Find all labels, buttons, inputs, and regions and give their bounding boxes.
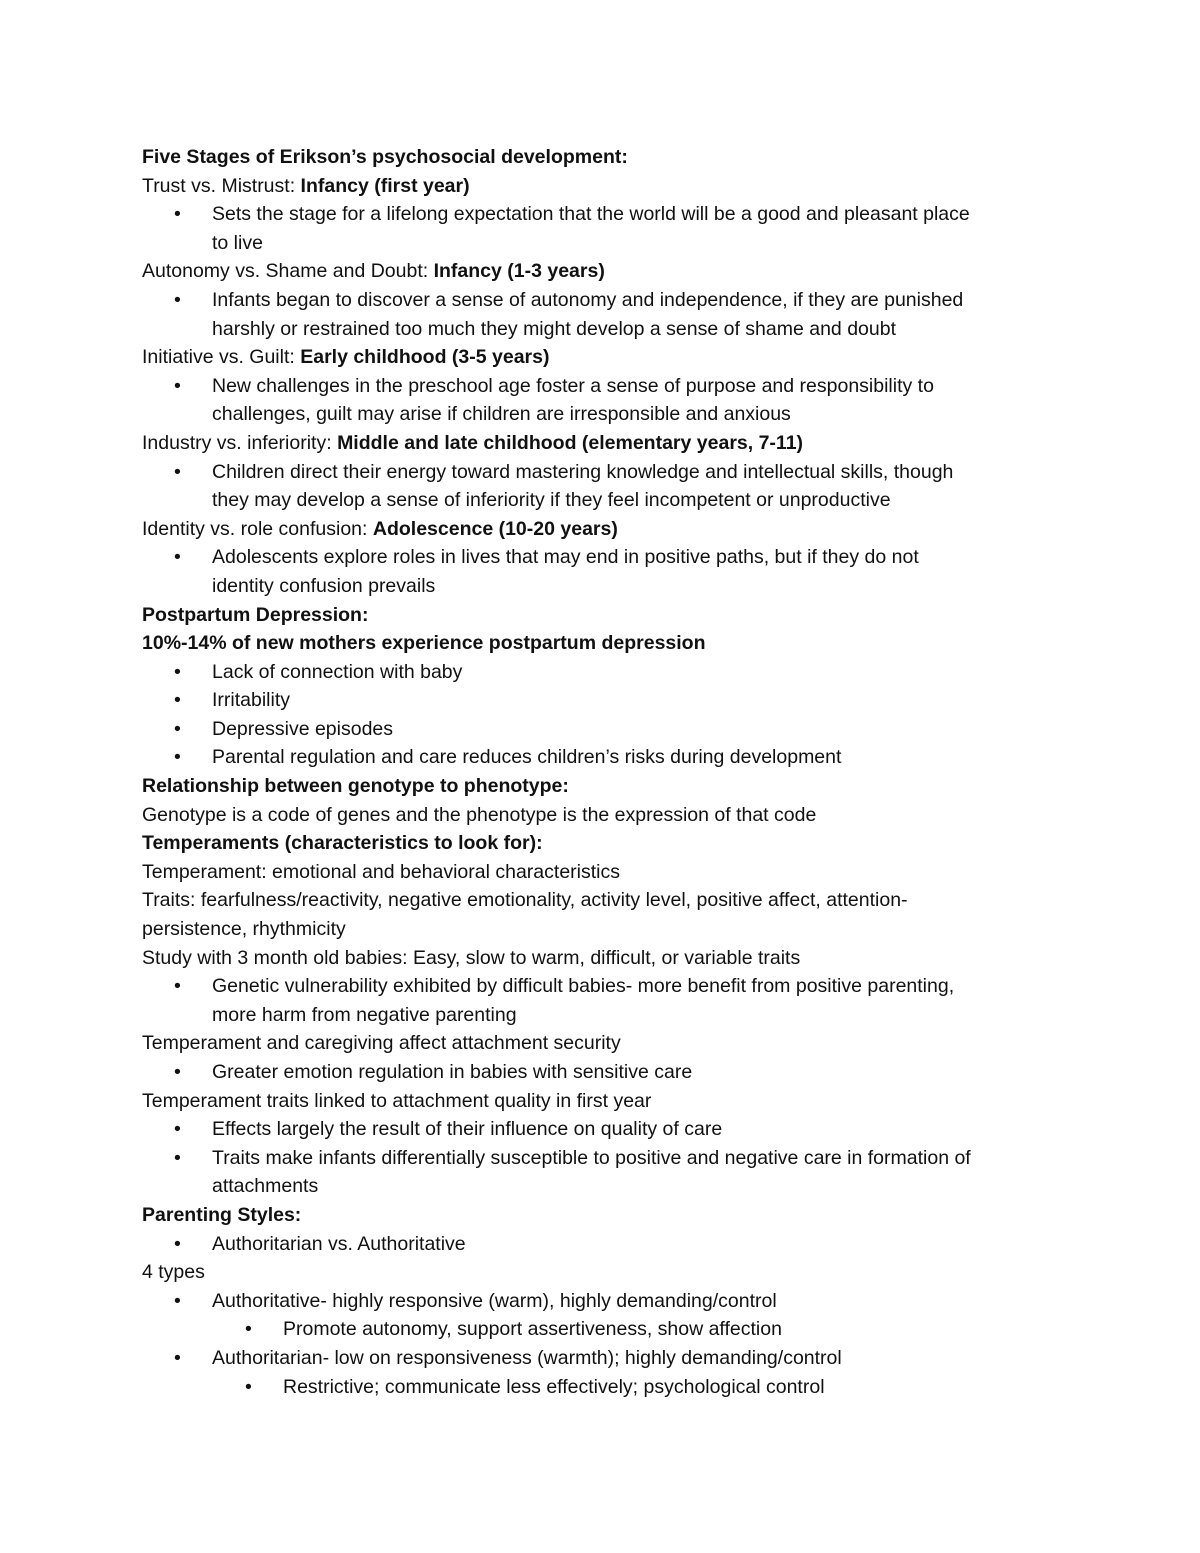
stage-name: Identity vs. role confusion: [142,517,373,540]
list-item [142,372,1102,401]
list-item [142,743,1102,772]
parenting-heading: Parenting Styles: [142,1203,302,1226]
erikson-heading: Five Stages of Erikson’s psychosocial development: [142,146,628,168]
temperament-caregiving: Temperament and caregiving affect attachment security [142,1032,621,1055]
bullet-icon: • [174,660,181,683]
bullet-icon: • [174,1146,181,1169]
bullet-icon: • [174,1289,181,1312]
temperament-traits: Traits: fearfulness/reactivity, negative emotionality, activity level, positive affect, attention- [142,889,908,912]
list-item [142,1115,1102,1144]
bullet-text: Lack of connection with baby [212,660,463,683]
bullet-text: Children direct their energy toward mastering knowledge and intellectual skills, though [212,460,954,483]
temperament-definition: Temperament: emotional and behavioral characteristics [142,860,620,883]
stage-line [142,257,1102,286]
parenting-types-label: 4 types [142,1261,205,1284]
stage-line [142,343,1102,372]
bullet-text: Traits make infants differentially susceptible to positive and negative care in formation of [212,1146,971,1169]
bullet-text: Promote autonomy, support assertiveness, show affection [283,1318,782,1341]
bullet-icon: • [174,1061,181,1083]
bullet-icon: • [174,203,181,226]
list-item-continuation: identity confusion prevails [212,574,436,597]
stage-age: Middle and late childhood (elementary years, 7-11) [337,431,804,454]
bullet-icon: • [174,288,181,311]
list-item-continuation: more harm from negative parenting [212,1003,517,1026]
bullet-text: Restrictive; communicate less effectively; psychological control [283,1375,825,1398]
stage-name: Autonomy vs. Shame and Doubt: [142,260,434,283]
stage-name: Initiative vs. Guilt: [142,346,301,369]
document-page [142,143,1102,1401]
list-item [142,286,1102,315]
list-item-continuation: to live [212,231,263,254]
bullet-text: Infants began to discover a sense of autonomy and independence, if they are punished [212,288,964,311]
bullet-text: Irritability [212,689,291,712]
bullet-icon: • [174,1118,181,1141]
list-item [142,686,1102,715]
genotype-heading: Relationship between genotype to phenotype: [142,775,569,798]
stage-age: Infancy (1-3 years) [433,260,605,283]
bullet-text: Parental regulation and care reduces children’s risks during development [212,746,842,769]
bullet-icon: • [245,1375,252,1398]
stage-age: Early childhood (3-5 years) [300,346,550,369]
list-item-continuation: attachments [212,1175,319,1198]
bullet-text: Sets the stage for a lifelong expectation that the world will be a good and pleasant place [212,203,970,226]
list-item-continuation: challenges, guilt may arise if children are irresponsible and anxious [212,403,791,426]
bullet-text: Greater emotion regulation in babies with sensitive care [212,1061,693,1083]
list-item-continuation: harshly or restrained too much they might develop a sense of shame and doubt [212,317,896,340]
bullet-icon: • [174,746,181,769]
postpartum-heading: Postpartum Depression: [142,603,369,626]
temperament-linked: Temperament traits linked to attachment quality in first year [142,1089,652,1112]
bullet-icon: • [174,546,181,569]
bullet-text: Authoritarian vs. Authoritative [212,1232,466,1255]
stage-line [142,515,1102,544]
bullet-text: Depressive episodes [212,717,394,740]
bullet-text: Genetic vulnerability exhibited by difficult babies- more benefit from positive parenting, [212,975,955,998]
bullet-icon: • [174,374,181,397]
bullet-icon: • [174,975,181,998]
bullet-icon: • [174,717,181,740]
stage-line [142,429,1102,458]
list-item [142,1058,1102,1087]
bullet-text: Adolescents explore roles in lives that may end in positive paths, but if they do not [212,546,919,569]
list-item [142,1144,1102,1173]
list-item [142,543,1102,572]
temperaments-heading: Temperaments (characteristics to look for): [142,832,543,855]
sub-list-item [142,1315,1102,1344]
bullet-text: Effects largely the result of their influence on quality of care [212,1118,723,1141]
bullet-icon: • [174,689,181,712]
stage-age: Adolescence (10-20 years) [372,517,618,540]
list-item [142,1287,1102,1316]
list-item [142,1230,1102,1259]
stage-age: Infancy (first year) [300,174,470,197]
bullet-icon: • [174,460,181,483]
list-item [142,658,1102,687]
bullet-text: Authoritative- highly responsive (warm), highly demanding/control [212,1289,777,1312]
list-item-continuation: they may develop a sense of inferiority if they feel incompetent or unproductive [212,489,891,512]
list-item [142,200,1102,229]
stage-name: Trust vs. Mistrust: [142,174,301,197]
sub-list-item [142,1373,1102,1402]
list-item [142,1344,1102,1373]
bullet-text: New challenges in the preschool age foster a sense of purpose and responsibility to [212,374,934,397]
bullet-icon: • [245,1318,252,1341]
bullet-icon: • [174,1346,181,1369]
temperament-traits-continuation: persistence, rhythmicity [142,918,346,941]
bullet-icon: • [174,1232,181,1255]
stage-line [142,172,1102,201]
list-item [142,972,1102,1001]
bullet-text: Authoritarian- low on responsiveness (warmth); highly demanding/control [212,1346,842,1369]
list-item [142,715,1102,744]
postpartum-stat: 10%-14% of new mothers experience postpartum depression [142,632,706,655]
temperament-study: Study with 3 month old babies: Easy, slow to warm, difficult, or variable traits [142,946,801,969]
stage-name: Industry vs. inferiority: [142,431,338,454]
genotype-text: Genotype is a code of genes and the phenotype is the expression of that code [142,803,817,826]
list-item [142,458,1102,487]
